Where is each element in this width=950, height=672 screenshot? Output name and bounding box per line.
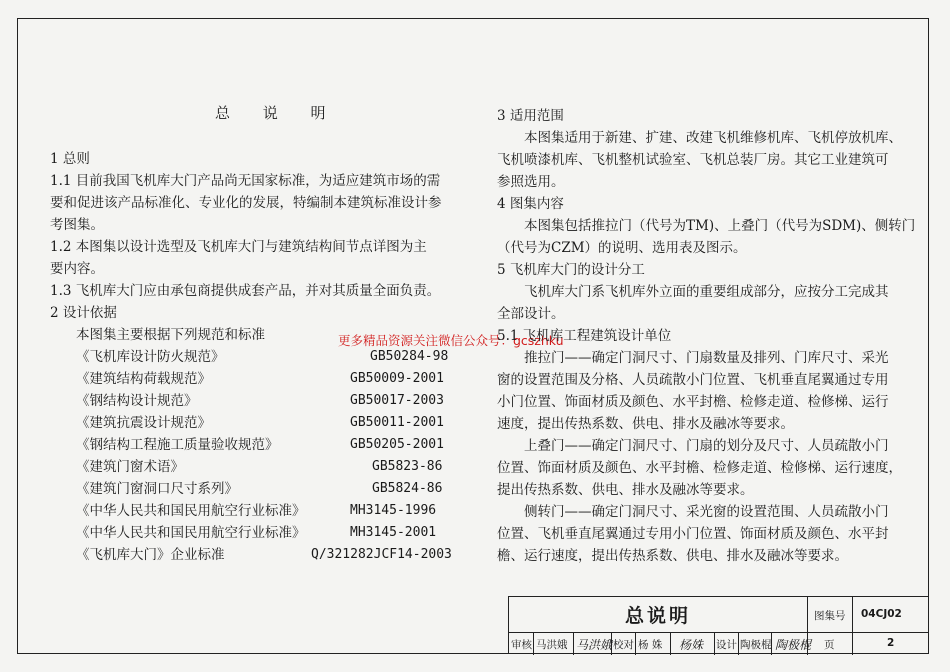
left-line: 1 总则 (50, 151, 90, 167)
left-line: 1.2 本图集以设计选型及飞机库大门与建筑结构间节点详图为主 (50, 239, 427, 255)
left-line: 1.1 目前我国飞机库大门产品尚无国家标准，为适应建筑市场的需 (50, 173, 441, 189)
standard-code: GB50009-2001 (350, 371, 444, 386)
checker-name: 杨 姝 (638, 639, 663, 651)
standard-code: MH3145-1996 (350, 503, 437, 518)
designer-signature: 陶极棍 (775, 638, 812, 652)
left-line: 要和促进该产品标准化、专业化的发展，特编制本建筑标准设计参 (50, 195, 442, 211)
right-line: 4 图集内容 (497, 196, 564, 212)
right-line: 飞机喷漆机库、飞机整机试验室、飞机总装厂房。其它工业建筑可 (497, 152, 889, 168)
right-line: 侧转门——确定门洞尺寸、采光窗的设置范围、人员疏散小门 (524, 504, 889, 520)
left-line: 本图集主要根据下列规范和标准 (76, 327, 265, 343)
drawing-title: 总说明 (624, 605, 691, 627)
page-title: 总 说 明 (215, 104, 340, 122)
right-line: 本图集适用于新建、扩建、改建飞机维修机库、飞机停放机库、 (524, 130, 902, 146)
left-line: 2 设计依据 (50, 305, 117, 321)
divider (635, 632, 636, 655)
standard-code: GB50284-98 (370, 349, 449, 364)
reviewer-signature: 马洪娥 (576, 638, 613, 652)
standard-name: 《建筑门窗洞口尺寸系列》 (76, 481, 238, 497)
page-number: 2 (887, 637, 895, 649)
right-line: 位置、飞机垂直尾翼通过专用小门位置、饰面材质及颜色、水平封 (497, 526, 889, 542)
right-line: 飞机库大门系飞机库外立面的重要组成部分，应按分工完成其 (524, 284, 889, 300)
right-line: 上叠门——确定门洞尺寸、门扇的划分及尺寸、人员疏散小门 (524, 438, 889, 454)
right-line: 3 适用范围 (497, 108, 564, 124)
right-line: 参照选用。 (497, 174, 565, 190)
right-line: 提出传热系数、供电、排水及融冰等要求。 (497, 482, 754, 498)
standard-name: 《中华人民共和国民用航空行业标准》 (76, 525, 306, 541)
standard-code: GB50011-2001 (350, 415, 444, 430)
left-line: 考图集。 (50, 217, 104, 233)
checker-signature: 杨姝 (679, 638, 704, 652)
standard-name: 《飞机库大门》企业标准 (76, 547, 225, 563)
standard-code: GB5823-86 (372, 459, 443, 474)
designer-name: 陶极棍 (740, 639, 772, 651)
right-line: 位置、饰面材质及颜色、水平封檐、检修走道、检修梯、运行速度， (497, 460, 902, 476)
standard-name: 《建筑结构荷载规范》 (76, 371, 211, 387)
atlas-number: 04CJ02 (861, 608, 902, 620)
title-block (508, 596, 929, 654)
divider (714, 632, 715, 655)
left-line: 要内容。 (50, 261, 104, 277)
right-line: 本图集包括推拉门（代号为TM)、上叠门（代号为SDM)、侧转门 (524, 218, 916, 234)
divider (573, 632, 574, 655)
right-line: 全部设计。 (497, 306, 565, 322)
check-label: 校对 (613, 639, 634, 651)
standard-code: GB50205-2001 (350, 437, 444, 452)
atlas-label: 图集号 (814, 610, 846, 622)
reviewer-name: 马洪娥 (536, 639, 568, 651)
standard-name: 《钢结构工程施工质量验收规范》 (76, 437, 279, 453)
divider (852, 632, 853, 655)
right-line: 5 飞机库大门的设计分工 (497, 262, 645, 278)
standard-code: Q/321282JCF14-2003 (311, 547, 452, 562)
standard-code: GB5824-86 (372, 481, 443, 496)
divider (670, 632, 671, 655)
right-line: 窗的设置范围及分格、人员疏散小门位置、飞机垂直尾翼通过专用 (497, 372, 889, 388)
right-line: 5.1 飞机库工程建筑设计单位 (497, 328, 672, 344)
divider (738, 632, 739, 655)
watermark-text: 更多精品资源关注微信公众号：gcszhku (338, 333, 564, 348)
design-label: 设计 (716, 639, 737, 651)
standard-name: 《中华人民共和国民用航空行业标准》 (76, 503, 306, 519)
divider (852, 597, 853, 632)
standard-name: 《飞机库设计防火规范》 (76, 349, 225, 365)
standard-code: GB50017-2003 (350, 393, 444, 408)
left-line: 1.3 飞机库大门应由承包商提供成套产品，并对其质量全面负责。 (50, 283, 441, 299)
right-line: 速度，提出传热系数、供电、排水及融冰等要求。 (497, 416, 794, 432)
standard-name: 《建筑门窗术语》 (76, 459, 184, 475)
right-line: 推拉门——确定门洞尺寸、门扇数量及排列、门库尺寸、采光 (524, 350, 889, 366)
divider (533, 632, 534, 655)
page-label: 页 (824, 639, 835, 651)
standard-code: MH3145-2001 (350, 525, 437, 540)
right-line: 小门位置、饰面材质及颜色、水平封檐、检修走道、检修梯、运行 (497, 394, 889, 410)
right-line: 檐、运行速度，提出传热系数、供电、排水及融冰等要求。 (497, 548, 848, 564)
right-line: （代号为CZM）的说明、选用表及图示。 (497, 240, 747, 256)
standard-name: 《钢结构设计规范》 (76, 393, 198, 409)
standard-name: 《建筑抗震设计规范》 (76, 415, 211, 431)
review-label: 审核 (511, 639, 532, 651)
